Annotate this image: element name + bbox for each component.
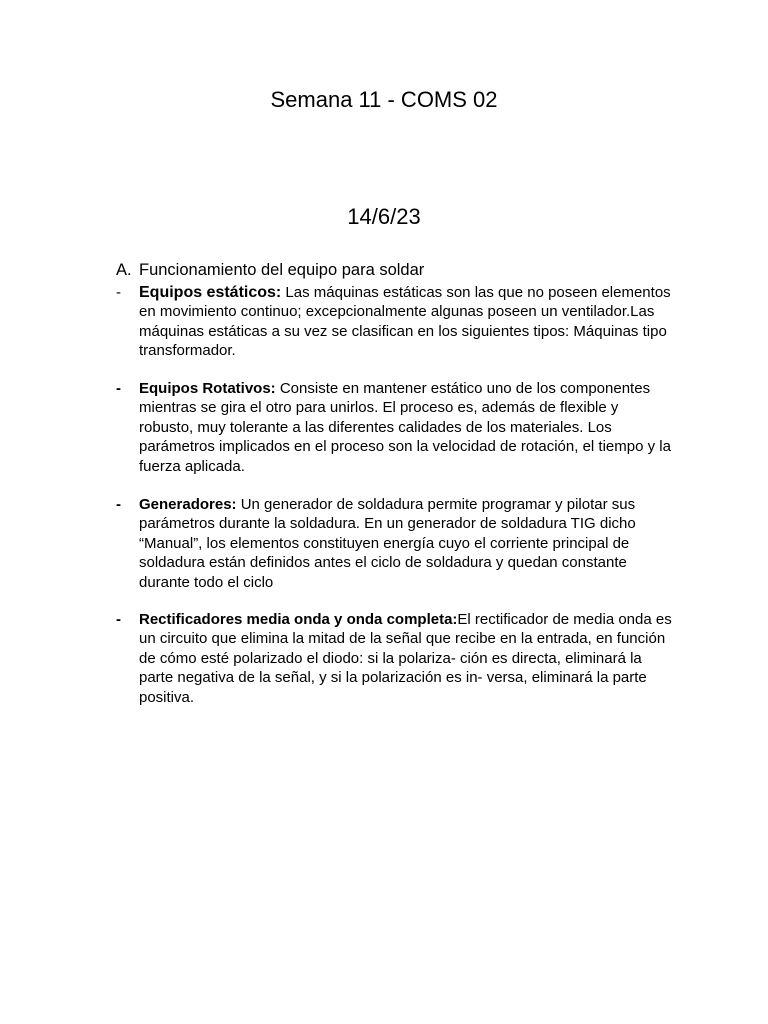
list-item-text: Las máquinas estáticas son las que no poseen elementos en movimiento continuo; excepcionalmente algunas poseen un ventilador.Las máquinas estáticas a su vez se clasifican en los siguientes tipos: Máquinas tipo transformador. [139, 284, 671, 360]
document-title: Semana 11 - COMS 02 [270, 87, 498, 112]
list-item-equipos-estaticos [116, 283, 676, 361]
list-item-rectificadores [116, 610, 676, 707]
list-item-term: Equipos estáticos: [139, 284, 282, 301]
document-date: 14/6/23 [347, 204, 421, 229]
list-item-term: Generadores: [139, 496, 237, 513]
list-item-dash: - [116, 496, 121, 513]
list-item-dash: - [116, 611, 121, 628]
list-item-generadores [116, 495, 676, 592]
list-item-text: Un generador de soldadura permite programar y pilotar sus parámetros durante la soldadura. En un generador de soldadura TIG dicho “Manual”, los elementos constituyen energía cuyo el corriente principal de soldadura están definidos antes el ciclo de soldadura y quedan constante durante todo el ciclo [139, 496, 636, 591]
list-item-term: Equipos Rotativos: [139, 380, 276, 397]
list-item-body [139, 495, 676, 592]
section-heading [116, 260, 676, 281]
list-item-text: Consiste en mantener estático uno de los componentes mientras se gira el otro para unirlos. El proceso es, además de flexible y robusto, muy tolerante a las diferentes calidades de los materiales. Los parámetros implicados en el proceso son la velocidad de rotación, el tiempo y la fuerza aplicada. [139, 380, 671, 475]
section-heading-text: Funcionamiento del equipo para soldar [139, 261, 425, 279]
list-item-dash: - [116, 284, 121, 301]
list-item-body [139, 379, 676, 476]
list-item-dash: - [116, 380, 121, 397]
list-item-body [139, 610, 676, 707]
list-item-body [139, 283, 676, 361]
list-item-equipos-rotativos [116, 379, 676, 476]
section-marker: A. [116, 261, 132, 279]
list-item-term: Rectificadores media onda y onda completa: [139, 611, 458, 628]
list-item-text: El rectificador de media onda es un circuito que elimina la mitad de la señal que recibe en la entrada, en función de cómo esté polarizado el diodo: si la polariza- ción es directa, eliminará la parte negativa de la señal, y si la polarización es in- versa, eliminará la parte positiva. [139, 611, 672, 706]
